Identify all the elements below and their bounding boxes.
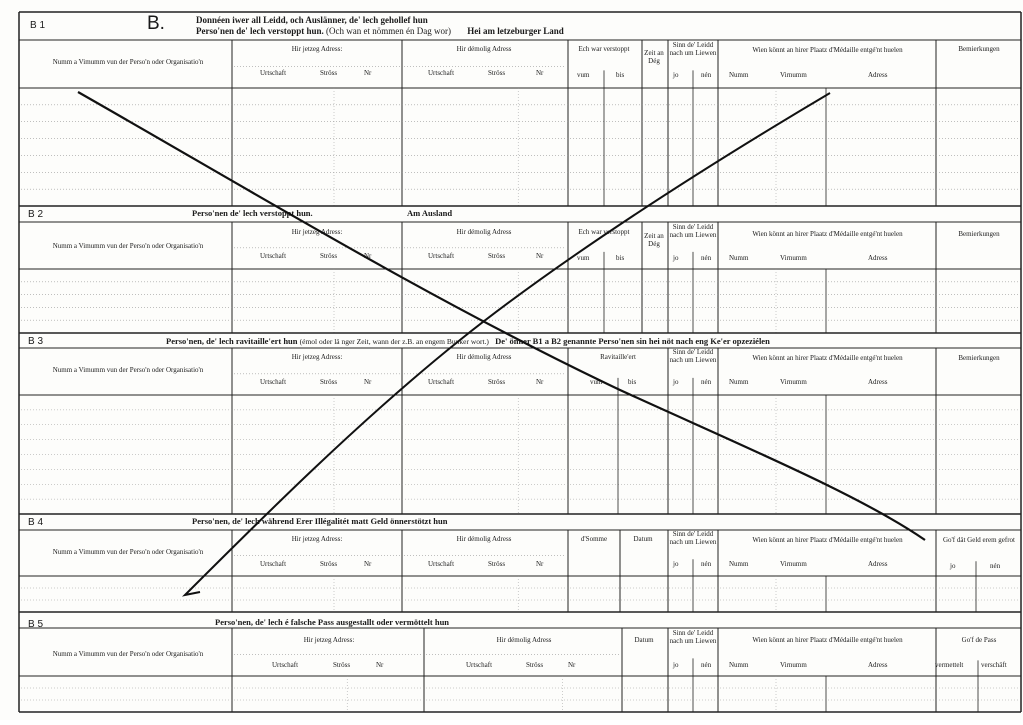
b3-note: (émol oder lä nger Zeit, wann der z.B. an engem Bunker wort.) bbox=[299, 337, 489, 346]
sub-locality: Urtschaft bbox=[260, 252, 287, 260]
section-letter: B. bbox=[147, 13, 165, 34]
sub-street: Ströss bbox=[320, 560, 338, 568]
col-former-address-b2: Hir démolig Adress bbox=[456, 228, 512, 236]
col-medal-b4: Wien könnt an hirer Plaatz d'Médaille entgé'nt huelen bbox=[752, 536, 903, 544]
sub-address: Adress bbox=[868, 71, 888, 79]
sub-first-name: Virnumm bbox=[780, 560, 807, 568]
sub-number: Nr bbox=[536, 69, 544, 77]
sub-surname: Numm bbox=[729, 254, 749, 262]
sub-number: Nr bbox=[536, 252, 544, 260]
section-b1-title: Donnéen iwer all Leidd, och Auslänner, de' lech gehollef hun bbox=[196, 15, 428, 25]
col-current-address-b4: Hir jetzeg Adress: bbox=[291, 535, 343, 543]
col-name-b5: Numm a Vimumm vun der Perso'n oder Organisatio'n bbox=[52, 650, 204, 658]
col-current-address-b5: Hir jetzeg Adress: bbox=[303, 636, 355, 644]
sub-surname: Numm bbox=[729, 560, 749, 568]
sub-number: Nr bbox=[364, 378, 372, 386]
col-date-b5: Datum bbox=[634, 636, 654, 644]
col-former-address-b5: Hir démolig Adress bbox=[496, 636, 552, 644]
sub-surname: Numm bbox=[729, 71, 749, 79]
sub-number: Nr bbox=[364, 560, 372, 568]
sub-street: Ströss bbox=[320, 378, 338, 386]
col-name-b1: Numm a Vimumm vun der Perso'n oder Organisatio'n bbox=[52, 58, 204, 66]
sub-from: vum bbox=[590, 378, 603, 386]
col-hidden-b1: Ech war verstoppt bbox=[578, 45, 630, 53]
sub-locality: Urtschaft bbox=[260, 69, 287, 77]
sub-address: Adress bbox=[868, 254, 888, 262]
b3-note2: De' önner B1 a B2 genannte Perso'nen sin hei nöt nach eng Ke'er opzeziélen bbox=[495, 336, 770, 346]
sub-locality: Urtschaft bbox=[272, 661, 299, 669]
subtitle-note: (Och wan et nömmen én Dag wor) bbox=[326, 26, 451, 36]
col-medal-b3: Wien könnt an hirer Plaatz d'Médaille entgé'nt huelen bbox=[752, 354, 903, 362]
sub-street: Ströss bbox=[488, 69, 506, 77]
section-code-b2: B 2 bbox=[28, 209, 44, 220]
sub-number: Nr bbox=[364, 69, 372, 77]
sub-no: nén bbox=[701, 378, 712, 386]
sub-from: vum bbox=[577, 71, 590, 79]
col-medal-b5: Wien könnt an hirer Plaatz d'Médaille entgé'nt huelen bbox=[752, 636, 903, 644]
sub-locality: Urtschaft bbox=[428, 560, 455, 568]
sub-no: nén bbox=[701, 560, 712, 568]
col-remarks-b3: Bemierkungen bbox=[958, 354, 1000, 362]
sub-to: bis bbox=[616, 71, 625, 79]
col-suffered-b2: Sinn de' Leidd nach um Liewen bbox=[669, 223, 717, 240]
col-former-address-b4: Hir démolig Adress bbox=[456, 535, 512, 543]
sub-locality: Urtschaft bbox=[260, 378, 287, 386]
sub-number: Nr bbox=[536, 560, 544, 568]
sub-from: vum bbox=[577, 254, 590, 262]
section-code-b1: B 1 bbox=[30, 20, 46, 31]
col-medal-b2: Wien könnt an hirer Plaatz d'Médaille entgé'nt huelen bbox=[752, 230, 903, 238]
subtitle-main: Perso'nen de' lech verstoppt hun. bbox=[196, 26, 324, 36]
sub-number: Nr bbox=[364, 252, 372, 260]
sub-yes: jo bbox=[673, 560, 679, 568]
col-money-returned-b4: Go'f dät Geld erem gefrot bbox=[942, 536, 1015, 544]
sub-street: Ströss bbox=[320, 252, 338, 260]
sub-no: nén bbox=[701, 71, 712, 79]
col-remarks-b1: Bemierkungen bbox=[958, 45, 1000, 53]
sub-address: Adress bbox=[868, 378, 888, 386]
sub-street: Ströss bbox=[526, 661, 544, 669]
col-suffered-b5: Sinn de' Leidd nach um Liewen bbox=[669, 629, 717, 646]
sub-yes: jo bbox=[673, 661, 679, 669]
sub-number: Nr bbox=[376, 661, 384, 669]
section-b4-title: Perso'nen, de' lech während Erer Illégalitét matt Geld önnerstötzt hun bbox=[192, 516, 448, 526]
cross-stroke-1 bbox=[78, 92, 925, 540]
sub-number: Nr bbox=[568, 661, 576, 669]
col-suffered-b4: Sinn de' Leidd nach um Liewen bbox=[669, 530, 717, 547]
sub-to: bis bbox=[628, 378, 637, 386]
sub-street: Ströss bbox=[320, 69, 338, 77]
col-suffered-b3: Sinn de' Leidd nach um Liewen bbox=[669, 348, 717, 365]
col-suffered-b1: Sinn de' Leidd nach um Liewen bbox=[669, 41, 717, 58]
col-current-address-b2: Hir jetzeg Adress: bbox=[291, 228, 343, 236]
sub-address: Adress bbox=[868, 661, 888, 669]
sub-first-name: Virnumm bbox=[780, 254, 807, 262]
sub-no: nén bbox=[990, 562, 1001, 570]
sub-address: Adress bbox=[868, 560, 888, 568]
sub-locality: Urtschaft bbox=[428, 69, 455, 77]
section-b2-title: Perso'nen de' lech verstoppt hun. bbox=[192, 208, 313, 218]
col-date-b4: Datum bbox=[633, 535, 653, 543]
sub-yes: jo bbox=[673, 254, 679, 262]
col-name-b4: Numm a Vimumm vun der Perso'n oder Organisatio'n bbox=[52, 548, 204, 556]
sub-street: Ströss bbox=[333, 661, 351, 669]
col-current-address-b1: Hir jetzeg Adress: bbox=[291, 45, 343, 53]
col-supplied-b3: Ravitaille'ert bbox=[600, 353, 636, 361]
col-former-address-b3: Hir démolig Adress bbox=[456, 353, 512, 361]
sub-locality: Urtschaft bbox=[466, 661, 493, 669]
col-name-b3: Numm a Vimumm vun der Perso'n oder Organisatio'n bbox=[52, 366, 204, 374]
sub-locality: Urtschaft bbox=[428, 252, 455, 260]
sub-yes: jo bbox=[950, 562, 956, 570]
col-hidden-b2: Ech war verstoppt bbox=[578, 228, 630, 236]
sub-yes: jo bbox=[673, 378, 679, 386]
sub-street: Ströss bbox=[488, 378, 506, 386]
sub-procured: verschäft bbox=[981, 661, 1007, 669]
col-pass-b5: Go'f de Pass bbox=[961, 636, 997, 644]
section-code-b5: B 5 bbox=[28, 619, 44, 630]
col-medal-b1: Wien könnt an hirer Plaatz d'Médaille entgé'nt huelen bbox=[752, 46, 903, 54]
col-period-b1: Zeit an Dég bbox=[644, 49, 664, 66]
sub-no: nén bbox=[701, 254, 712, 262]
sub-number: Nr bbox=[536, 378, 544, 386]
cross-stroke-2 bbox=[185, 93, 830, 595]
section-code-b3: B 3 bbox=[28, 336, 44, 347]
col-remarks-b2: Bemierkungen bbox=[958, 230, 1000, 238]
sub-locality: Urtschaft bbox=[260, 560, 287, 568]
sub-yes: jo bbox=[673, 71, 679, 79]
sub-first-name: Virnumm bbox=[780, 71, 807, 79]
sub-no: nén bbox=[701, 661, 712, 669]
section-code-b4: B 4 bbox=[28, 517, 44, 528]
sub-to: bis bbox=[616, 254, 625, 262]
col-period-b2: Zeit an Dég bbox=[644, 232, 664, 249]
col-current-address-b3: Hir jetzeg Adress: bbox=[291, 353, 343, 361]
col-name-b2: Numm a Vimumm vun der Perso'n oder Organisatio'n bbox=[52, 242, 204, 250]
section-b2-location: Am Ausland bbox=[407, 208, 453, 218]
subtitle-location: Hei am letzeburger Land bbox=[467, 26, 564, 36]
sub-street: Ströss bbox=[488, 252, 506, 260]
sub-first-name: Virnumm bbox=[780, 661, 807, 669]
sub-arranged: vermettelt bbox=[935, 661, 964, 669]
col-former-address-b1: Hir démolig Adress bbox=[456, 45, 512, 53]
sub-surname: Numm bbox=[729, 378, 749, 386]
sub-surname: Numm bbox=[729, 661, 749, 669]
sub-first-name: Virnumm bbox=[780, 378, 807, 386]
b3-title-text: Perso'nen, de' lech ravitaille'ert hun bbox=[166, 336, 298, 346]
col-amount-b4: d'Somme bbox=[580, 535, 608, 543]
section-b5-title: Perso'nen, de' lech é falsche Pass ausgestallt oder vermöttelt hun bbox=[215, 617, 450, 627]
sub-street: Ströss bbox=[488, 560, 506, 568]
sub-locality: Urtschaft bbox=[428, 378, 455, 386]
